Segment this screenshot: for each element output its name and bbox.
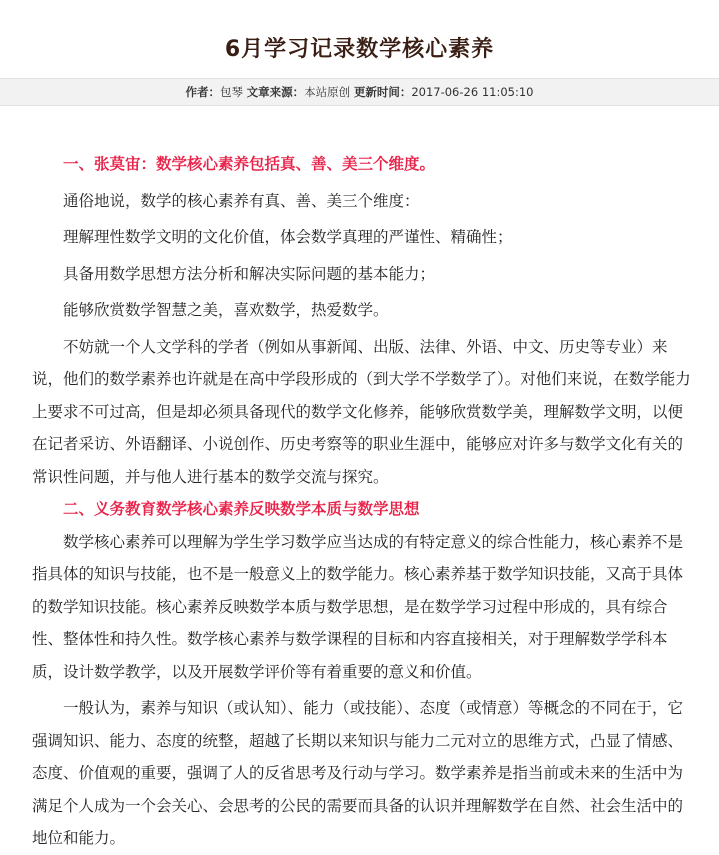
author-value: 包琴 xyxy=(220,85,244,99)
updated-label: 更新时间： xyxy=(353,85,412,99)
paragraph: 能够欣赏数学智慧之美，喜欢数学，热爱数学。 xyxy=(63,301,389,319)
source-value: 本站原创 xyxy=(304,85,351,99)
updated-value: 2017-06-26 11:05:10 xyxy=(411,85,534,99)
paragraph: 通俗地说，数学的核心素养有真、善、美三个维度： xyxy=(63,191,420,210)
paragraph: 具备用数学思想方法分析和解决实际问题的基本能力； xyxy=(63,264,436,283)
author-label: 作者： xyxy=(185,85,221,99)
source-label: 文章来源： xyxy=(246,85,305,99)
paragraph: 不妨就一个人文学科的学者（例如从事新闻、出版、法律、外语、中文、历史等专业）来说，他们的数学素养也许就是在高中学段形成的（到大学不学数学了）。对他们来说，在数学能力上要求不可过高，但是却必须具备现代的数学文化修养，能够欣赏数学美，理解数学文明，以便在记者采访、外语翻译、小说创作、历史考察等的职业生涯中，能够应对许多与数学文化有关的常识性问题，并与他人进行基本的数学交流与探究。 xyxy=(32,337,691,486)
section-heading: 二、义务教育数学核心素养反映数学本质与数学思想 xyxy=(63,500,420,518)
article-meta xyxy=(0,78,719,106)
article-body xyxy=(32,148,695,855)
section-heading: 一、张莫宙：数学核心素养包括真、善、美三个维度。 xyxy=(63,155,436,173)
article-title: 6月学习记录数学核心素养 xyxy=(224,37,495,62)
paragraph: 理解理性数学文明的文化价值，体会数学真理的严谨性、精确性； xyxy=(63,228,513,246)
paragraph: 数学核心素养可以理解为学生学习数学应当达成的有特定意义的综合性能力，核心素养不是指具体的知识与技能，也不是一般意义上的数学能力。核心素养基于数学知识技能，又高于具体的数学知识技能。核心素养反映数学本质与数学思想，是在数学学习过程中形成的，具有综合性、整体性和持久性。数学核心素养与数学课程的目标和内容直接相关，对于理解数学学科本质，设计数学教学，以及开展数学评价等有着重要的意义和价值。 xyxy=(32,532,684,681)
paragraph: 一般认为，素养与知识（或认知）、能力（或技能）、态度（或情意）等概念的不同在于，它强调知识、能力、态度的统整，超越了长期以来知识与能力二元对立的思维方式，凸显了情感、态度、价值观的重要，强调了人的反省思考及行动与学习。数学素养是指当前或未来的生活中为满足个人成为一个会关心、会思考的公民的需要而具备的认识并理解数学在自然、社会生活中的地位和能力。 xyxy=(32,699,684,847)
